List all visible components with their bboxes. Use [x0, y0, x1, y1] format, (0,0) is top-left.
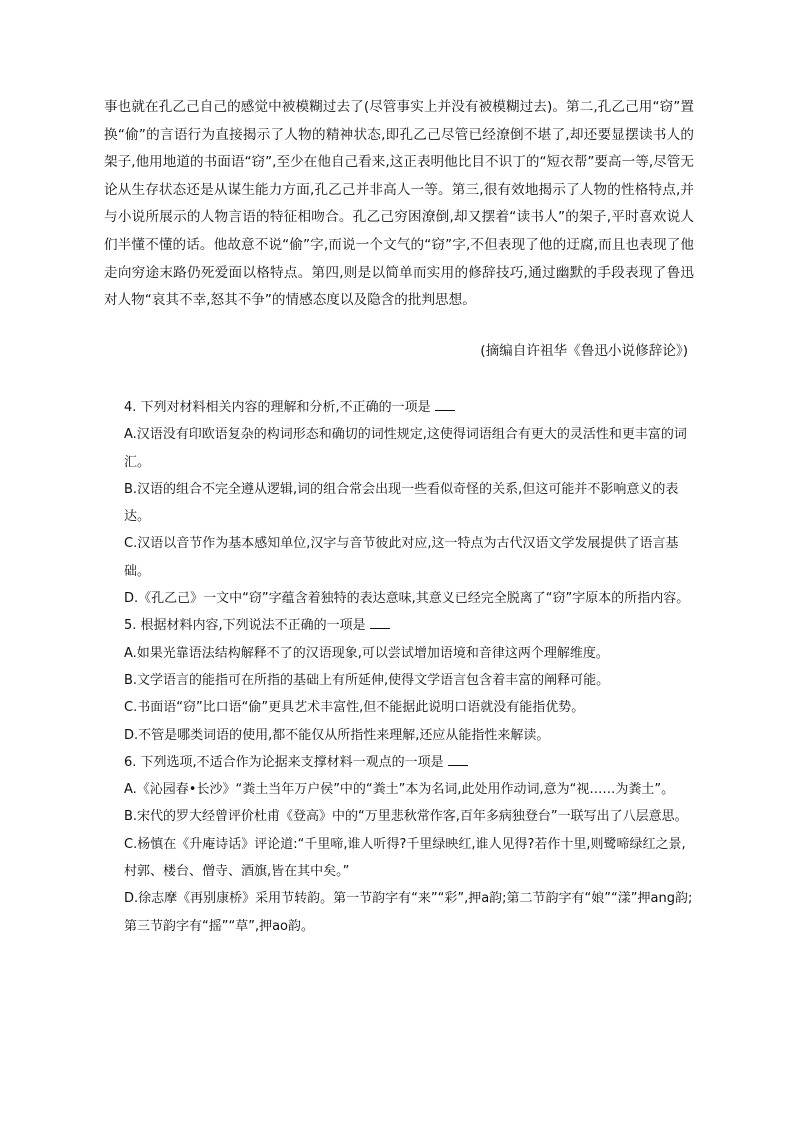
option-c: C.书面语“窃”比口语“偷”更具艺术丰富性,但不能据此说明口语就没有能指优势。 [124, 700, 585, 716]
option-d: D.不管是哪类词语的使用,都不能仅从所指性来理解,还应从能指性来解读。 [124, 727, 550, 743]
option-a: A.如果光靠语法结构解释不了的汉语现象,可以尝试增加语境和音律这两个理解维度。 [124, 645, 609, 661]
option-d: D.《孔乙己》一文中“窃”字蕴含着独特的表达意味,其意义已经完全脱离了“窃”字原本的所指内容。 [124, 591, 690, 607]
option-d: D.徐志摩《再别康桥》采用节转韵。第一节韵字有“来”“彩”,押a韵;第二节韵字有“娘”“漾”押ang韵;第三节韵字有“摇”“草”,押ao韵。 [124, 891, 693, 934]
passage [104, 94, 694, 315]
question-5 [124, 612, 694, 748]
passage-paragraph: 事也就在孔乙己自己的感觉中被模糊过去了(尽管事实上并没有被模糊过去)。第二,孔乙己用“窃”置换“偷”的言语行为直接揭示了人物的精神状态,即孔乙己尽管已经潦倒不堪了,却还要显摆读书人的架子,他用地道的书面语“窃”,至少在他自己看来,这正表明他比目不识丁的“短衣帮”要高一等,尽管无论从生存状态还是从谋生能力方面,孔乙己并非高人一等。第三,很有效地揭示了人物的性格特点,并与小说所展示的人物言语的特征相吻合。孔乙己穷困潦倒,却又摆着“读书人”的架子,平时喜欢说人们半懂不懂的话。他故意不说“偷”字,而说一个文气的“窃”字,不但表现了他的迂腐,而且也表现了他走向穷途末路仍死爱面以格特点。第四,则是以简单而实用的修辞技巧,通过幽默的手段表现了鲁迅对人物“哀其不幸,怒其不争”的情感态度以及隐含的批判思想。 [104, 99, 694, 309]
option-b: B.汉语的组合不完全遵从逻辑,词的组合常会出现一些看似奇怪的关系,但这可能并不影响意义的表达。 [124, 481, 679, 525]
answer-blank[interactable] [435, 396, 455, 411]
option-b: B.宋代的罗大经曾评价杜甫《登高》中的“万里悲秋常作客,百年多病独登台”一联写出了八层意思。 [124, 809, 688, 825]
option-a: A.《沁园春•长沙》“粪土当年万户侯”中的“粪土”本为名词,此处用作动词,意为“视……为粪土”。 [124, 782, 675, 798]
answer-blank[interactable] [448, 751, 468, 766]
answer-blank[interactable] [370, 614, 390, 629]
question-stem: 5. 根据材料内容,下列说法不正确的一项是 [124, 618, 366, 634]
option-c: C.杨慎在《升庵诗话》评论道:“千里啼,谁人听得?千里绿映红,谁人见得?若作十里,则鹭啼绿红之景,村郭、楼台、僧寺、酒旗,皆在其中矣。” [124, 836, 686, 880]
passage-source: (摘编自许祖华《鲁迅小说修辞论》) [480, 343, 688, 359]
option-a: A.汉语没有印欧语复杂的构词形态和确切的词性规定,这使得词语组合有更大的灵活性和更丰富的词汇。 [124, 427, 687, 470]
question-stem: 6. 下列选项,不适合作为论据来支撑材料一观点的一项是 [124, 754, 444, 770]
question-stem: 4. 下列对材料相关内容的理解和分析,不正确的一项是 [124, 400, 431, 415]
question-4 [124, 394, 694, 612]
question-list [124, 394, 694, 940]
option-b: B.文学语言的能指可在所指的基础上有所延伸,使得文学语言包含着丰富的阐释可能。 [124, 672, 610, 688]
question-6 [124, 749, 694, 940]
option-c: C.汉语以音节作为基本感知单位,汉字与音节彼此对应,这一特点为古代汉语文学发展提供了语言基础。 [124, 536, 679, 579]
